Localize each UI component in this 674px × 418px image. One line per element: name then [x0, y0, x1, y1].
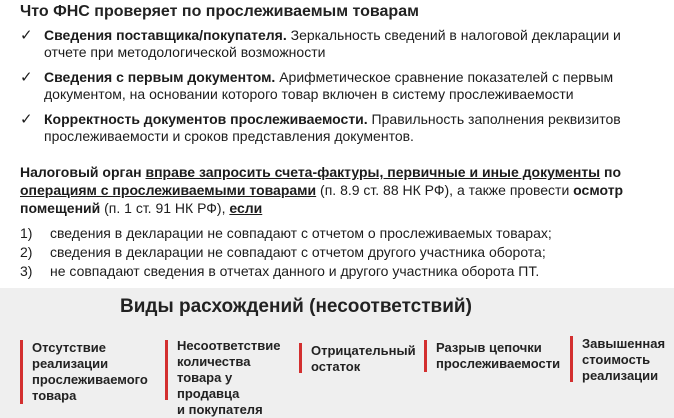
- check-item-heading: Сведения поставщика/покупателя.: [44, 27, 287, 43]
- card-line: прослеживаемого: [32, 372, 148, 387]
- card-line: продавца: [177, 386, 240, 401]
- card-line: товара у: [177, 370, 233, 385]
- check-item-heading: Сведения с первым документом.: [44, 69, 276, 85]
- card-line: Завышенная: [582, 336, 666, 351]
- card-accent-bar: [570, 336, 573, 382]
- main-paragraph: [20, 163, 670, 217]
- discrepancy-card-4: [424, 340, 564, 400]
- checkmark-icon: ✓: [20, 111, 33, 128]
- card-accent-bar: [299, 343, 302, 373]
- section-title: Виды расхождений (несоответствий): [120, 296, 472, 317]
- card-text: [582, 336, 665, 384]
- para-seg: (п. 1 ст. 91 НК РФ),: [100, 200, 230, 216]
- para-seg: по: [600, 164, 622, 180]
- card-text: [177, 338, 281, 418]
- check-item-text: [44, 27, 666, 61]
- card-line: прослеживаемости: [436, 356, 561, 371]
- card-line: стоимость: [582, 352, 651, 367]
- para-seg-underlined: вправе запросить счета-фактуры, первичные и иные документы: [145, 164, 601, 180]
- discrepancy-card-1: [20, 340, 170, 412]
- card-line: Несоответствие: [177, 338, 281, 353]
- discrepancy-card-2: [165, 338, 295, 418]
- card-line: Отрицательный: [311, 343, 416, 358]
- check-item-desc-2: документом, на основании которого товар включен в систему прослеживаемости: [44, 86, 574, 102]
- card-line: реализации: [32, 356, 109, 371]
- card-line: реализации: [582, 368, 659, 383]
- condition-text: сведения в декларации не совпадают с отчетом о прослеживаемых товарах;: [50, 225, 552, 241]
- card-text: [32, 340, 148, 404]
- check-item-text: [44, 111, 666, 145]
- card-line: Отсутствие: [32, 340, 106, 355]
- page-title: Что ФНС проверяет по прослеживаемым товарам: [20, 3, 419, 20]
- check-item-desc-2: отчете при методологической возможности: [44, 44, 326, 60]
- discrepancy-card-3: [299, 343, 419, 403]
- condition-number: 1): [20, 225, 33, 241]
- check-item-heading: Корректность документов прослеживаемости.: [44, 111, 368, 127]
- para-seg-underlined: операциям с прослеживаемыми товарами: [20, 182, 317, 198]
- para-seg: Налоговый орган: [20, 164, 146, 180]
- check-item-desc: Зеркальность сведений в налоговой декларации и: [286, 27, 621, 43]
- card-text: [311, 343, 416, 375]
- card-line: товара: [32, 388, 77, 403]
- check-item-1: [20, 27, 660, 61]
- discrepancy-band: [0, 288, 674, 418]
- card-line: Разрыв цепочки: [436, 340, 542, 355]
- condition-text: сведения в декларации не совпадают с отчетом другого участника оборота;: [50, 244, 546, 260]
- card-text: [436, 340, 560, 372]
- para-seg: осмотр: [573, 182, 624, 198]
- check-item-desc: Арифметическое сравнение показателей с первым: [275, 69, 614, 85]
- card-accent-bar: [424, 340, 427, 372]
- card-accent-bar: [20, 340, 23, 404]
- condition-number: 3): [20, 263, 33, 279]
- card-line: остаток: [311, 359, 361, 374]
- card-line: и покупателя: [177, 402, 263, 417]
- condition-number: 2): [20, 244, 33, 260]
- card-accent-bar: [165, 340, 168, 400]
- condition-text: не совпадают сведения в отчетах данного и другого участника оборота ПТ.: [50, 263, 540, 279]
- check-item-3: [20, 111, 660, 145]
- checkmark-icon: ✓: [20, 69, 33, 86]
- para-seg: помещений: [20, 200, 101, 216]
- para-seg-underlined: если: [229, 200, 263, 216]
- check-item-desc-2: прослеживаемости и сроков представления документов.: [44, 128, 414, 144]
- para-seg: (п. 8.9 ст. 88 НК РФ), а также провести: [316, 182, 574, 198]
- card-line: количества: [177, 354, 251, 369]
- check-item-desc: Правильность заполнения реквизитов: [367, 111, 621, 127]
- discrepancy-card-5: [570, 336, 670, 396]
- check-item-text: [44, 69, 666, 103]
- check-item-2: [20, 69, 660, 103]
- checkmark-icon: ✓: [20, 27, 33, 44]
